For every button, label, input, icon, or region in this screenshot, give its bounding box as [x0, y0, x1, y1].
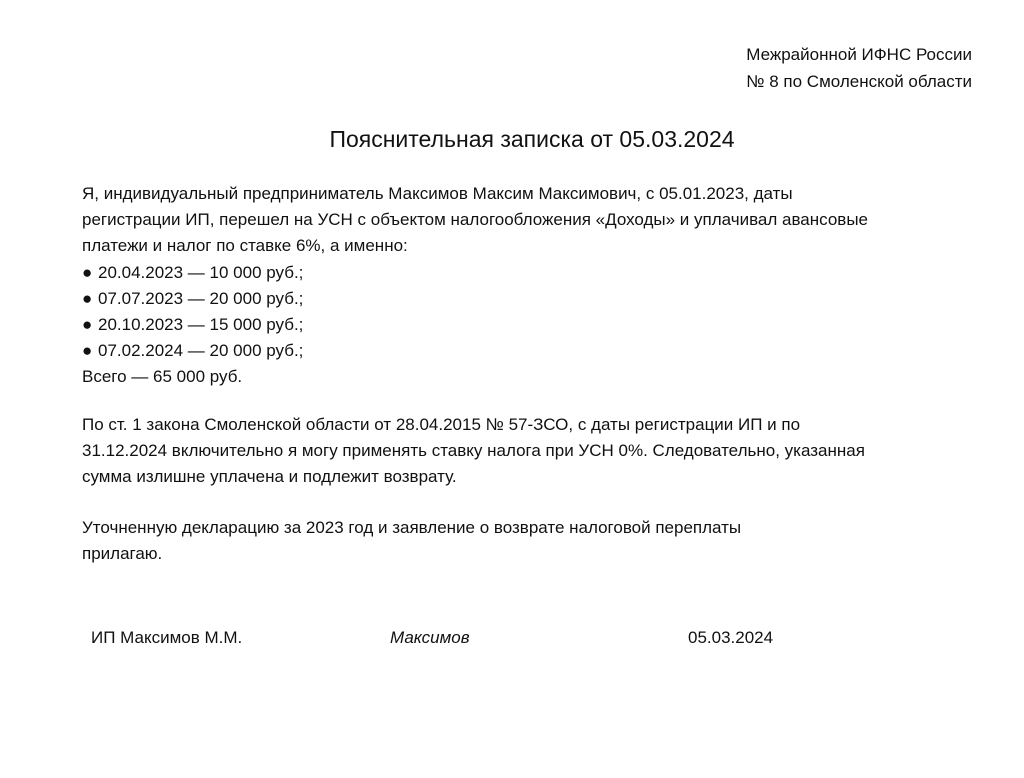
addressee-line-1: Межрайонной ИФНС России — [746, 45, 972, 64]
payment-total: Всего — 65 000 руб. — [82, 367, 243, 387]
payment-list-item — [82, 312, 982, 338]
paragraph-line: сумма излишне уплачена и подлежит возврату. — [82, 467, 457, 487]
paragraph-line: прилагаю. — [82, 544, 163, 564]
document-title: Пояснительная записка от 05.03.2024 — [329, 126, 735, 152]
payment-text: 07.02.2024 — 20 000 руб.; — [98, 341, 304, 361]
payment-text: 07.07.2023 — 20 000 руб.; — [98, 288, 304, 308]
bullet-icon: ● — [82, 262, 93, 282]
payment-list-item — [82, 286, 982, 312]
bullet-icon: ● — [82, 315, 93, 335]
addressee-block — [746, 41, 972, 95]
bullet-icon: ● — [82, 341, 93, 361]
payment-list-item — [82, 260, 982, 286]
payment-text: 20.04.2023 — 10 000 руб.; — [98, 262, 304, 282]
paragraph-line: Уточненную декларацию за 2023 год и заявление о возврате налоговой переплаты — [82, 518, 742, 537]
payment-list-item — [82, 338, 982, 364]
payment-text: 20.10.2023 — 15 000 руб.; — [98, 315, 304, 335]
paragraph-payments — [82, 181, 982, 391]
signer-name: ИП Максимов М.М. — [91, 628, 243, 647]
paragraph-legal-basis — [82, 412, 982, 491]
addressee-line-2: № 8 по Смоленской области — [746, 72, 972, 91]
paragraph-line: По ст. 1 закона Смоленской области от 28.04.2015 № 57-ЗСО, с даты регистрации ИП и по — [82, 415, 801, 434]
paragraph-line: 31.12.2024 включительно я могу применять ставку налога при УСН 0%. Следовательно, указанная — [82, 441, 865, 461]
paragraph-line: регистрации ИП, перешел на УСН с объектом налогообложения «Доходы» и уплачивал авансовые — [82, 210, 869, 230]
signature-date: 05.03.2024 — [688, 628, 774, 647]
bullet-icon: ● — [82, 288, 93, 308]
signature: Максимов — [390, 628, 470, 647]
paragraph-line: платежи и налог по ставке 6%, а именно: — [82, 236, 408, 256]
paragraph-attachments — [82, 515, 982, 567]
paragraph-line: Я, индивидуальный предприниматель Максимов Максим Максимович, с 05.01.2023, даты — [82, 184, 793, 203]
